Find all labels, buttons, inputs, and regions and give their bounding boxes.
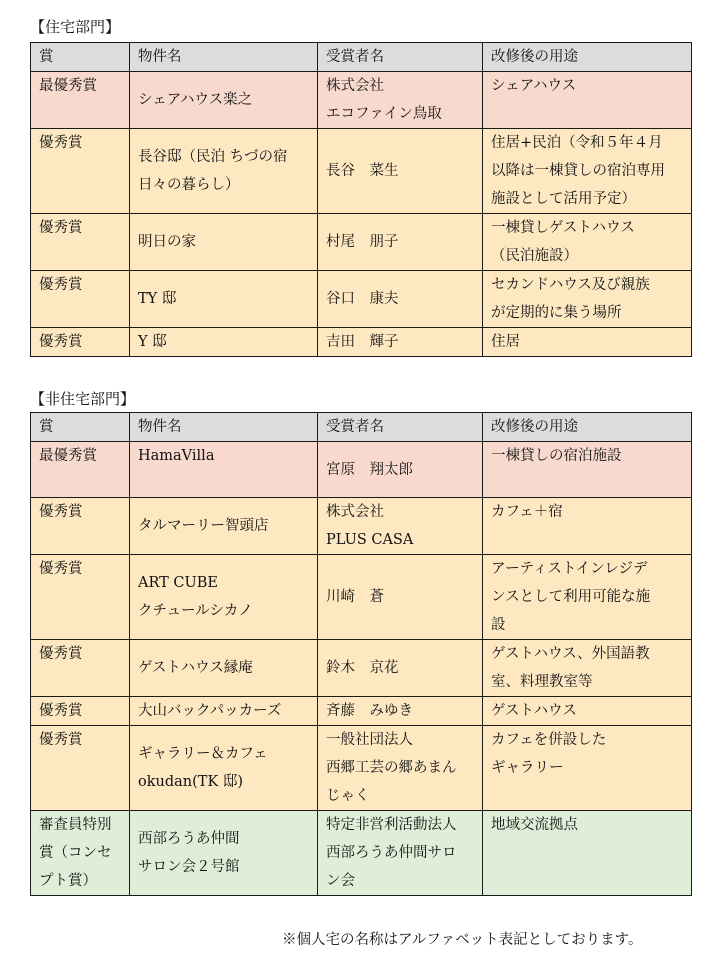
recipient-cell: 株式会社 エコファイン鳥取 [318,72,483,129]
use-cell: アーティストインレジデ ンスとして利用可能な施 設 [483,555,692,640]
recipient-cell: 特定非営利活動法人 西部ろうあ仲間サロ ン会 [318,811,483,896]
header-property: 物件名 [130,413,318,442]
table-row [31,555,692,640]
use-cell: 一棟貸しゲストハウス （民泊施設） [483,214,692,271]
non-residential-table [30,412,692,896]
use-cell: ゲストハウス [483,697,692,726]
use-cell: 住居+民泊（令和５年４月 以降は一棟貸しの宿泊専用 施設として活用予定） [483,129,692,214]
use-cell: 地域交流拠点 [483,811,692,896]
property-cell: Y 邸 [130,328,318,357]
table-row [31,442,692,498]
recipient-cell: 一般社団法人 西郷工芸の郷あまん じゃく [318,726,483,811]
property-cell: 大山バックパッカーズ [130,697,318,726]
header-recipient: 受賞者名 [318,413,483,442]
award-cell: 優秀賞 [31,214,130,271]
recipient-cell: 川崎 蒼 [318,555,483,640]
award-cell: 最優秀賞 [31,72,130,129]
use-cell: セカンドハウス及び親族 が定期的に集う場所 [483,271,692,328]
award-cell: 優秀賞 [31,328,130,357]
table-header-row [31,413,692,442]
property-cell: TY 邸 [130,271,318,328]
header-award: 賞 [31,43,130,72]
table-row [31,811,692,896]
property-cell: 長谷邸（民泊 ちづの宿 日々の暮らし） [130,129,318,214]
use-cell: 一棟貸しの宿泊施設 [483,442,692,498]
header-recipient: 受賞者名 [318,43,483,72]
award-cell: 優秀賞 [31,555,130,640]
award-cell: 優秀賞 [31,697,130,726]
table-row [31,328,692,357]
recipient-cell: 斉藤 みゆき [318,697,483,726]
use-cell: 住居 [483,328,692,357]
residential-section-title: 【住宅部門】 [30,18,121,36]
award-cell: 優秀賞 [31,640,130,697]
recipient-cell: 長谷 菜生 [318,129,483,214]
property-cell: ゲストハウス縁庵 [130,640,318,697]
recipient-cell: 谷口 康夫 [318,271,483,328]
footnote: ※個人宅の名称はアルファベット表記としております。 [282,932,643,948]
award-cell: 優秀賞 [31,726,130,811]
property-cell: 明日の家 [130,214,318,271]
table-row [31,214,692,271]
use-cell: カフェを併設した ギャラリー [483,726,692,811]
recipient-cell: 鈴木 京花 [318,640,483,697]
award-cell: 審査員特別 賞（コンセ プト賞） [31,811,130,896]
award-cell: 優秀賞 [31,498,130,555]
recipient-cell: 村尾 朋子 [318,214,483,271]
use-cell: カフェ＋宿 [483,498,692,555]
award-cell: 最優秀賞 [31,442,130,498]
header-property: 物件名 [130,43,318,72]
use-cell: シェアハウス [483,72,692,129]
recipient-cell: 宮原 翔太郎 [318,442,483,498]
residential-table [30,42,692,357]
use-cell: ゲストハウス、外国語教 室、料理教室等 [483,640,692,697]
table-row [31,640,692,697]
table-row [31,72,692,129]
header-use: 改修後の用途 [483,413,692,442]
property-cell: 西部ろうあ仲間 サロン会２号館 [130,811,318,896]
table-row [31,697,692,726]
table-row [31,498,692,555]
property-cell: ART CUBE クチュールシカノ [130,555,318,640]
property-cell: シェアハウス楽之 [130,72,318,129]
table-row [31,726,692,811]
table-row [31,271,692,328]
recipient-cell: 株式会社 PLUS CASA [318,498,483,555]
award-cell: 優秀賞 [31,271,130,328]
header-use: 改修後の用途 [483,43,692,72]
recipient-cell: 吉田 輝子 [318,328,483,357]
table-row [31,129,692,214]
property-cell: HamaVilla [130,442,318,498]
property-cell: ギャラリー＆カフェ okudan(TK 邸) [130,726,318,811]
property-cell: タルマーリー智頭店 [130,498,318,555]
award-cell: 優秀賞 [31,129,130,214]
table-header-row [31,43,692,72]
header-award: 賞 [31,413,130,442]
non-residential-section-title: 【非住宅部門】 [30,390,136,408]
